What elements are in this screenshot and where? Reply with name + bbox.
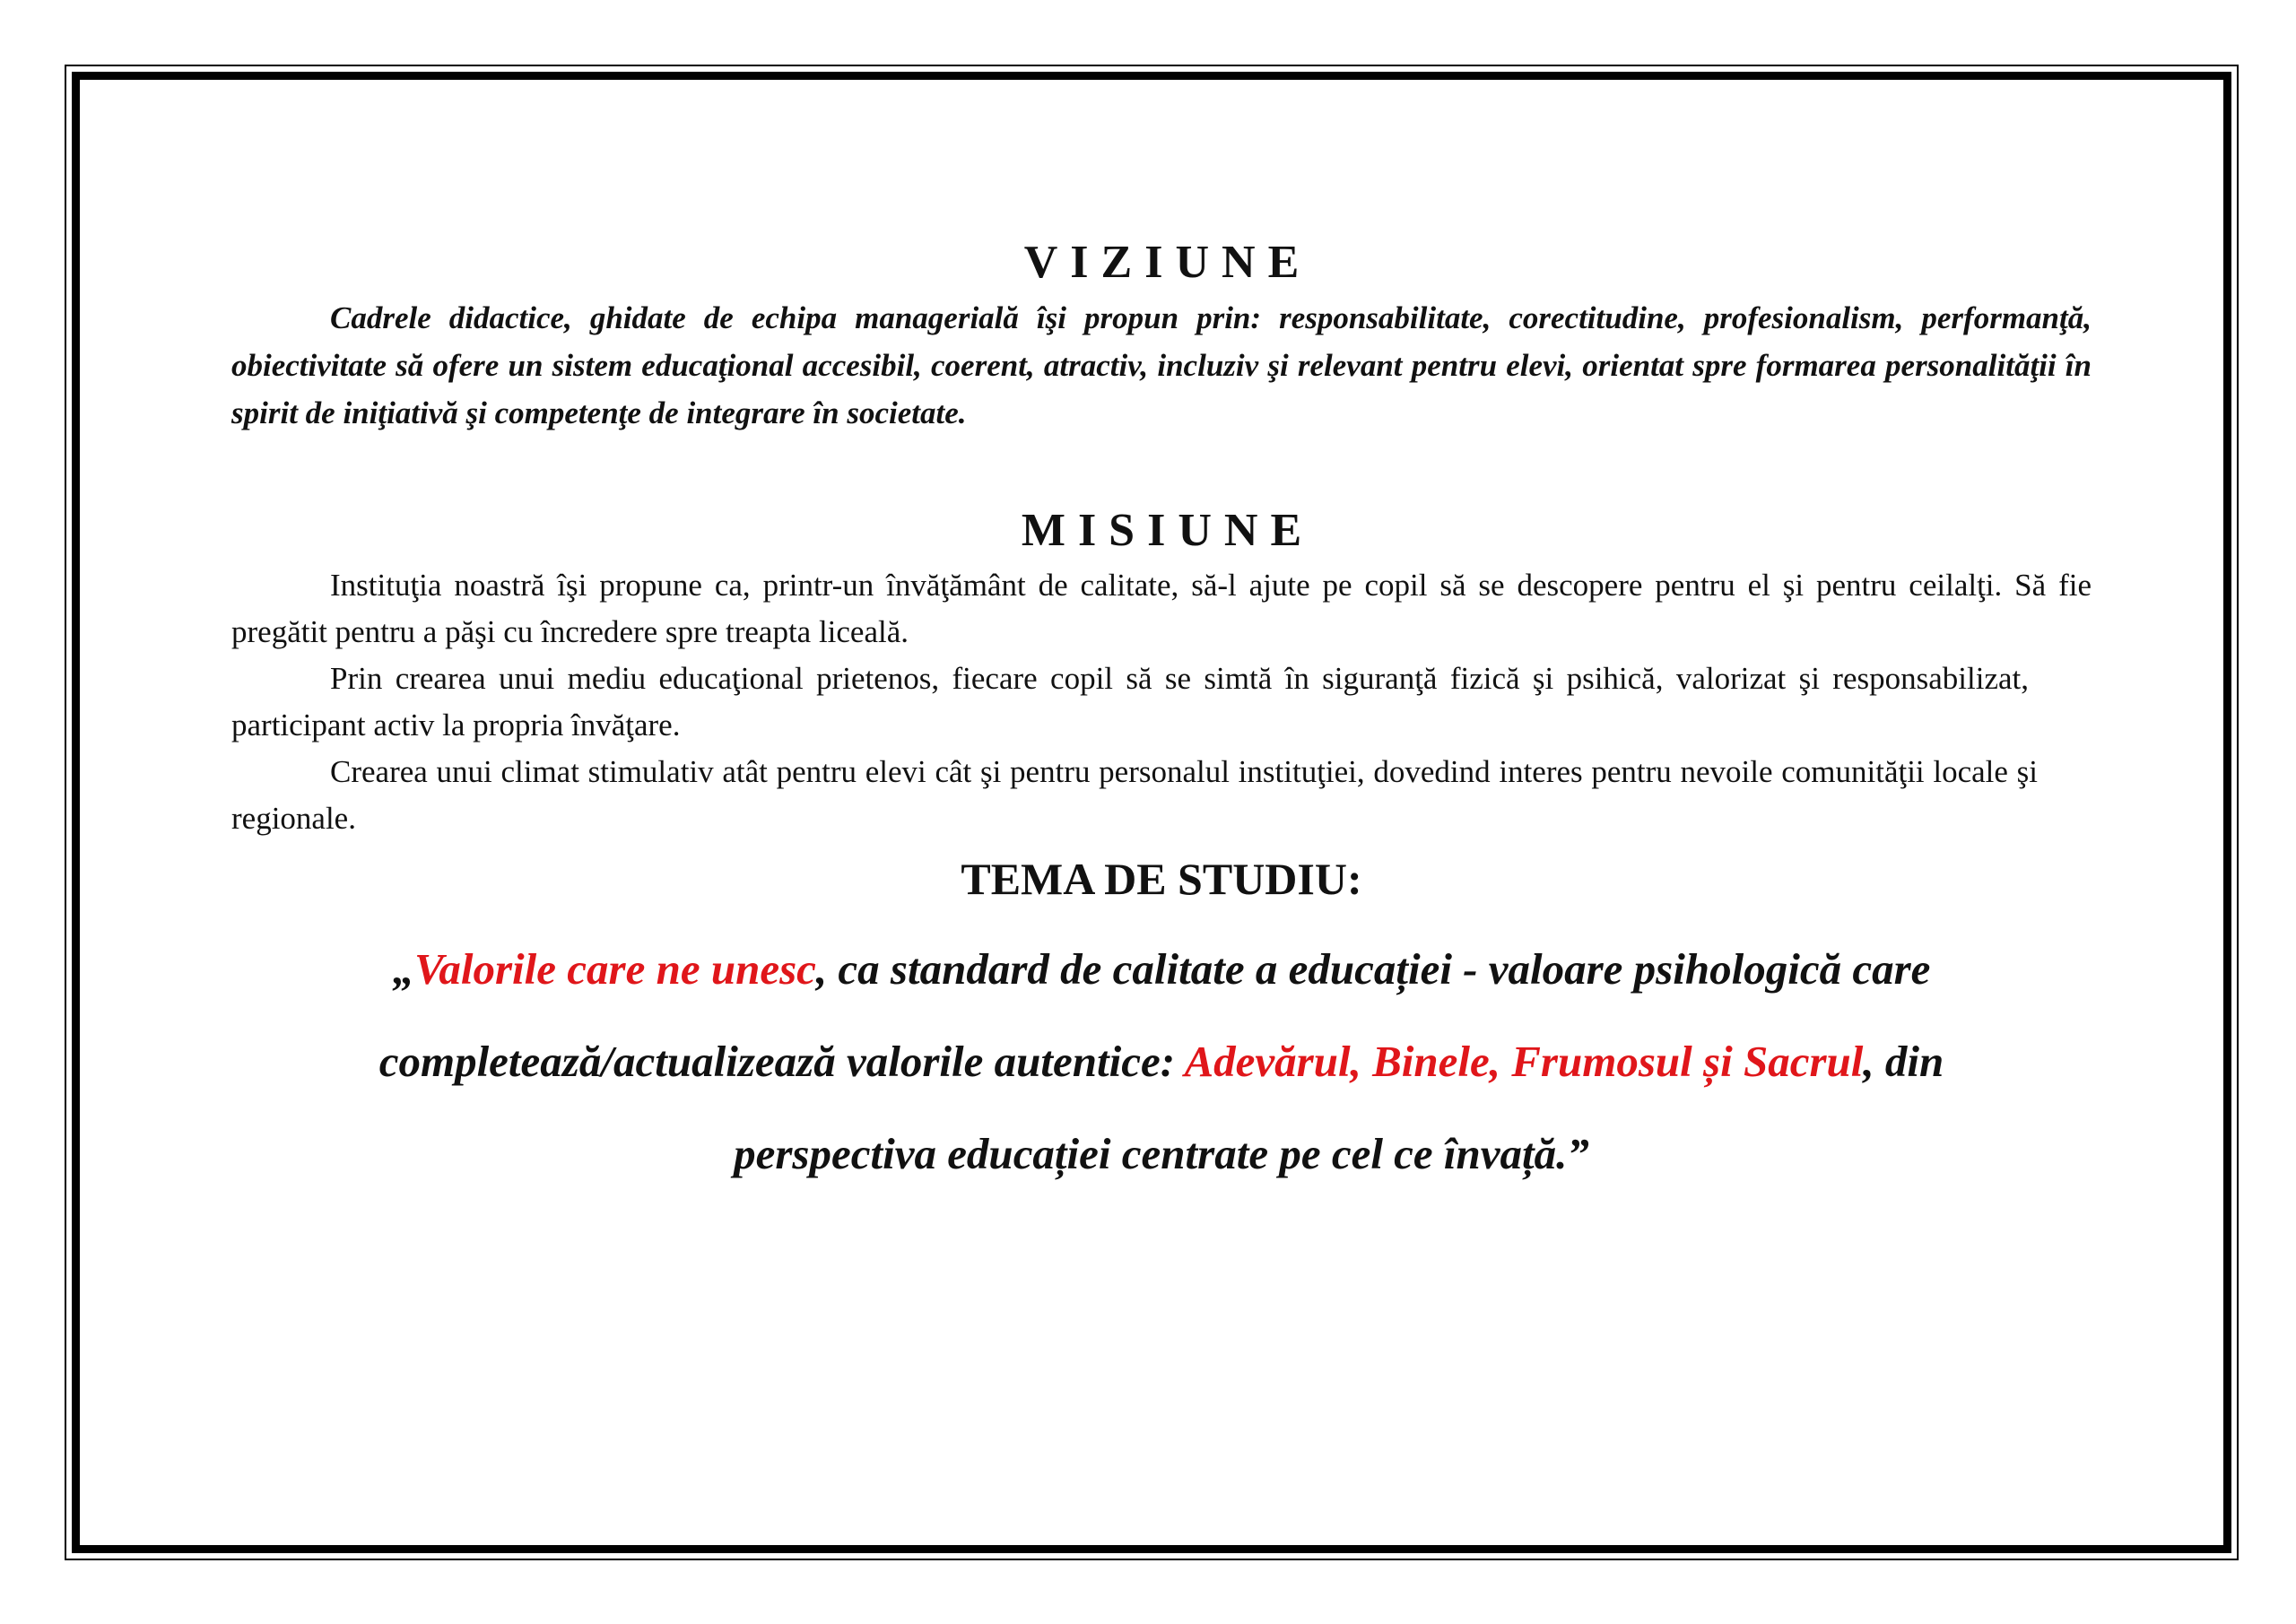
study-topic-highlight-values: Valorile care ne unesc xyxy=(414,944,816,994)
study-topic-text-end: , din perspectiva educației centrate pe cel ce învață.” xyxy=(734,1037,1944,1178)
study-topic-open-quote: „ xyxy=(392,944,415,994)
mission-paragraph-3: Crearea unui climat stimulativ atât pentru elevi cât şi pentru personalul instituţiei, dovedind interes pentru nevoile comunităţii locale şi regionale. xyxy=(231,754,2038,836)
document-content xyxy=(231,231,2092,1200)
vision-text: Cadrele didactice, ghidate de echipa managerială îşi propun prin: responsabilitate, corectitudine, profesionalism, performanţă, obiectivitate să ofere un sistem educaţional accesibil, coerent, atractiv, incluziv şi relevant pentru elevi, orientat spre formarea personalităţii în spirit de iniţiativă şi competenţe de integrare în societate. xyxy=(231,300,2092,430)
mission-paragraph-1: Instituţia noastră îşi propune ca, printr-un învăţământ de calitate, să-l ajute pe copil să se descopere pentru el şi pentru ceilalţi. Să fie pregătit pentru a păşi cu încredere spre treapta liceală. xyxy=(231,568,2092,649)
vision-heading: VIZIUNE xyxy=(1023,237,1312,288)
mission-heading: MISIUNE xyxy=(1021,505,1315,556)
mission-paragraph-2: Prin crearea unui mediu educaţional prietenos, fiecare copil să se simtă în siguranţă fizică şi psihică, valorizat şi responsabilizat, participant activ la propria învăţare. xyxy=(231,661,2029,743)
study-topic-text xyxy=(231,923,2092,1200)
study-topic-heading: TEMA DE STUDIU: xyxy=(961,854,1362,904)
study-topic-text-middle: , ca standard de calitate a educației - valoare psihologică care completează/actualizează valorile autentice: xyxy=(378,944,1931,1086)
study-topic-highlight-authentic-values: Adevărul, Binele, Frumosul și Sacrul xyxy=(1184,1037,1864,1086)
